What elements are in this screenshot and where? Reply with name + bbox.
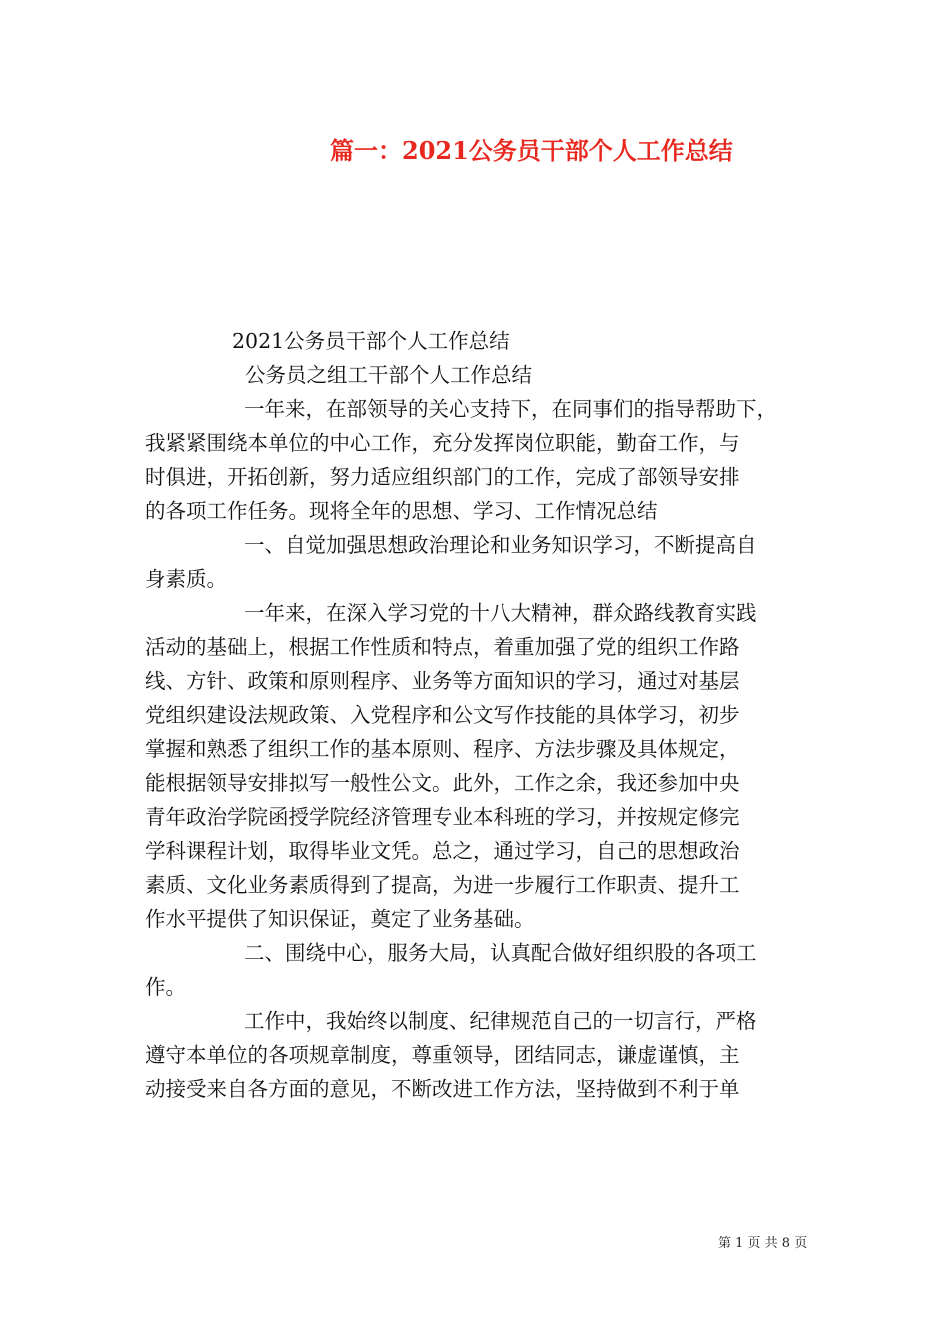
text-line: 作水平提供了知识保证，奠定了业务基础。 — [145, 907, 535, 931]
section-heading-1 — [145, 528, 810, 596]
text-line: 线、方针、政策和原则程序、业务等方面知识的学习，通过对基层 — [145, 669, 740, 693]
text-line: 动接受来自各方面的意见，不断改进工作方法，坚持做到不利于单 — [145, 1077, 740, 1101]
section-heading-2 — [145, 936, 810, 1004]
text-line: 遵守本单位的各项规章制度，尊重领导，团结同志，谦虚谨慎，主 — [145, 1043, 740, 1067]
text-line: 作。 — [145, 975, 186, 999]
paragraph-work — [145, 1004, 810, 1106]
document-body — [145, 324, 810, 1106]
page-title: 篇一：2021公务员干部个人工作总结 — [330, 136, 733, 165]
text-line: 能根据领导安排拟写一般性公文。此外，工作之余，我还参加中央 — [145, 771, 740, 795]
text-line: 活动的基础上，根据工作性质和特点，着重加强了党的组织工作路 — [145, 635, 740, 659]
text-line: 党组织建设法规政策、入党程序和公文写作技能的具体学习，初步 — [145, 703, 740, 727]
page-number: 第 1 页 共 8 页 — [718, 1236, 808, 1251]
text-line: 一、自觉加强思想政治理论和业务知识学习，不断提高自 — [244, 533, 757, 557]
text-line: 身素质。 — [145, 567, 227, 591]
paragraph-intro — [145, 392, 810, 528]
text-line: 掌握和熟悉了组织工作的基本原则、程序、方法步骤及具体规定， — [145, 737, 740, 761]
text-line: 青年政治学院函授学院经济管理专业本科班的学习，并按规定修完 — [145, 805, 740, 829]
text-line: 一年来，在深入学习党的十八大精神，群众路线教育实践 — [244, 601, 757, 625]
text-line: 二、围绕中心，服务大局，认真配合做好组织股的各项工 — [244, 941, 757, 965]
text-line: 一年来，在部领导的关心支持下，在同事们的指导帮助下， — [244, 397, 777, 421]
text-line: 工作中，我始终以制度、纪律规范自己的一切言行，严格 — [244, 1009, 757, 1033]
text-line: 时俱进，开拓创新，努力适应组织部门的工作，完成了部领导安排 — [145, 465, 740, 489]
text-line: 素质、文化业务素质得到了提高，为进一步履行工作职责、提升工 — [145, 873, 740, 897]
paragraph-study — [145, 596, 810, 936]
text-line: 的各项工作任务。现将全年的思想、学习、工作情况总结 — [145, 499, 658, 523]
document-subtitle: 公务员之组工干部个人工作总结 — [245, 363, 532, 387]
document-title: 2021公务员干部个人工作总结 — [232, 329, 510, 353]
text-line: 学科课程计划，取得毕业文凭。总之，通过学习，自己的思想政治 — [145, 839, 740, 863]
text-line: 我紧紧围绕本单位的中心工作，充分发挥岗位职能，勤奋工作，与 — [145, 431, 740, 455]
